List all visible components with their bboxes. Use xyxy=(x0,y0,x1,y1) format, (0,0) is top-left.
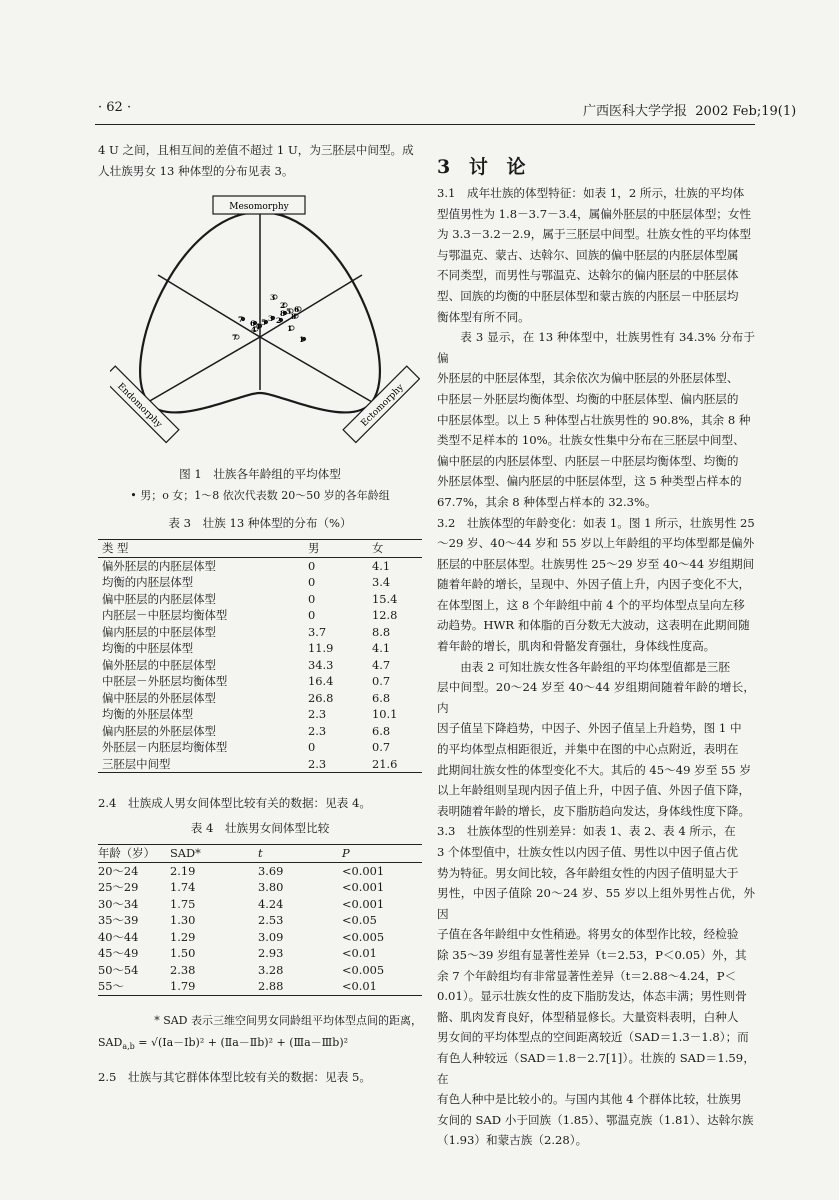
text-line: 3 个体型值中，壮族女性以内因子值、男性以中因子值占优 xyxy=(437,845,738,859)
table-row xyxy=(98,862,422,879)
table-row xyxy=(98,673,422,690)
text-line: 衡体型有所不同。 xyxy=(437,309,530,324)
table4-body xyxy=(98,862,422,995)
text-line: 3.1 成年壮族的体型特征：如表 1，2 所示，壮族的平均体 xyxy=(437,186,745,200)
female-point-label: 4 xyxy=(251,325,257,334)
label-ectomorphy: Ectomorphy xyxy=(359,382,406,429)
paragraph-3-3 xyxy=(437,821,755,1151)
cell-female: 15.4 xyxy=(372,591,398,606)
female-point-label: 6 xyxy=(294,305,300,314)
cell-male: 0 xyxy=(308,575,316,590)
table3-body xyxy=(98,557,422,773)
cell-male: 0 xyxy=(308,558,316,573)
axis-ectomorphy xyxy=(260,337,372,402)
sad-formula xyxy=(98,1034,422,1051)
cell-t: 2.93 xyxy=(258,946,284,961)
left-intro xyxy=(98,140,422,181)
cell-type: 偏内胚层的外胚层体型 xyxy=(102,723,216,738)
journal-issue: 2002 Feb;19(1) xyxy=(695,104,797,119)
cell-type: 中胚层－外胚层均衡体型 xyxy=(102,674,228,689)
text-line: 因子值呈下降趋势，中因子、外因子值呈上升趋势，图 1 中 xyxy=(437,721,742,736)
cell-type: 偏中胚层的外胚层体型 xyxy=(102,690,216,705)
cell-p: <0.001 xyxy=(342,880,385,895)
text-line: 有色人种中是比较小的。与国内其他 4 个群体比较，壮族男 xyxy=(437,1092,742,1107)
table-row xyxy=(98,690,422,707)
intro-line: 4 U 之间，且相互间的差值不超过 1 U，为三胚层中间型。成 xyxy=(98,143,414,157)
male-point-label: 2 xyxy=(276,316,282,325)
male-point-label: 3 xyxy=(268,314,274,323)
text-line: 势为特征。男女间比较，各年龄组女性的内因子值明显大于 xyxy=(437,865,739,880)
cell-sad: 1.29 xyxy=(170,929,196,944)
cell-sad: 1.50 xyxy=(170,946,196,961)
table3 xyxy=(98,539,422,773)
text-line: 67.7%，其余 8 种体型占样本的 32.3%。 xyxy=(437,494,657,509)
cell-sad: 2.19 xyxy=(170,863,196,878)
right-column-text xyxy=(437,183,755,1151)
text-line: 着年龄的增长，肌肉和骨骼发育强壮，身体线性度高。 xyxy=(437,639,716,654)
table4 xyxy=(98,844,422,996)
text-line: 0.01）。显示壮族女性的皮下脂肪发达，体态丰满；男性则骨 xyxy=(437,989,747,1004)
cell-p: <0.01 xyxy=(342,946,377,961)
cell-type: 均衡的外胚层体型 xyxy=(102,707,194,722)
male-point-label: 1 xyxy=(299,335,305,344)
cell-female: 3.4 xyxy=(372,575,391,590)
table3-header-male: 男 xyxy=(308,541,320,556)
paragraph-table3-discussion xyxy=(437,327,755,512)
cell-male: 26.8 xyxy=(308,690,334,705)
text-line: 以上年龄组则呈现内因子值上升，中因子值、外因子值下降， xyxy=(437,783,751,798)
table-row xyxy=(98,945,422,962)
table4-note: * SAD 表示三维空间男女同龄组平均体型点间的距离， xyxy=(154,1014,422,1027)
female-point-label: 3 xyxy=(270,293,276,302)
cell-age: 40～44 xyxy=(98,929,139,944)
cell-t: 2.53 xyxy=(258,913,284,928)
cell-female: 4.7 xyxy=(372,657,391,672)
intro-line: 人壮族男女 13 种体型的分布见表 3。 xyxy=(98,163,294,178)
text-line: 男女间的平均体型点的空间距离较近（SAD＝1.3－1.8）；而 xyxy=(437,1030,749,1045)
table-row xyxy=(98,574,422,591)
header-rule xyxy=(95,124,755,125)
cell-type: 均衡的内胚层体型 xyxy=(102,575,194,590)
text-line: 与鄂温克、蒙古、达斡尔、回族的偏中胚层的内胚层体型属 xyxy=(437,247,739,262)
text-line: 外胚层的中胚层体型，其余依次为偏中胚层的外胚层体型、 xyxy=(437,371,739,386)
text-line: 不同类型，而男性与鄂温克、达斡尔的偏内胚层的中胚层体 xyxy=(437,268,739,283)
cell-male: 0 xyxy=(308,740,316,755)
text-line: 型、回族的均衡的中胚层体型和蒙古族的内胚层－中胚层均 xyxy=(437,288,739,303)
cell-age: 50～54 xyxy=(98,962,139,977)
cell-p: <0.001 xyxy=(342,896,385,911)
section-2-4: 2.4 壮族成人男女间体型比较有关的数据：见表 4。 xyxy=(98,796,371,810)
table4-header-t: t xyxy=(258,846,263,861)
text-line: 表明随着年龄的增长，皮下脂肪趋向发达，身体线性度下降。 xyxy=(437,803,751,818)
cell-sad: 1.30 xyxy=(170,913,196,928)
text-line: 的平均体型点相距很近，并集中在图的中心点附近，表明在 xyxy=(437,742,739,757)
table-row xyxy=(98,756,422,773)
cell-male: 11.9 xyxy=(308,641,334,656)
cell-p: <0.001 xyxy=(342,863,385,878)
cell-female: 6.8 xyxy=(372,690,391,705)
cell-male: 0 xyxy=(308,608,316,623)
cell-t: 3.69 xyxy=(258,863,284,878)
formula-sub: a,b xyxy=(122,1042,135,1052)
text-line: 胚层的中胚层体型。壮族男性 25～29 岁至 40～44 岁组期间 xyxy=(437,556,755,571)
female-point-label: 7 xyxy=(232,333,238,342)
cell-t: 4.24 xyxy=(258,896,284,911)
cell-age: 25～29 xyxy=(98,880,139,895)
table4-caption: 表 4 壮族男女间体型比较 xyxy=(190,821,330,835)
axis-left-upper xyxy=(158,275,260,337)
text-line: 型值男性为 1.8－3.7－3.4，属偏外胚层的中胚层体型；女性 xyxy=(437,206,752,221)
axis-right-upper xyxy=(260,275,362,337)
table-row xyxy=(98,978,422,995)
table-row xyxy=(98,591,422,608)
text-line: 外胚层体型、偏内胚层的中胚层体型，这 5 种类型占样本的 xyxy=(437,474,742,489)
page-number: · 62 · xyxy=(98,100,132,115)
text-line: （1.93）和蒙古族（2.28）。 xyxy=(437,1133,588,1148)
text-line: 表 3 显示，在 13 种体型中，壮族男性有 34.3% 分布于偏 xyxy=(437,330,755,365)
figure1-caption: 图 1 壮族各年龄组的平均体型 xyxy=(179,467,341,481)
male-point-label: 4 xyxy=(255,322,261,331)
cell-age: 30～34 xyxy=(98,896,139,911)
text-line: 3.3 壮族体型的性别差异：如表 1、表 2、表 4 所示，在 xyxy=(437,824,736,839)
cell-female: 4.1 xyxy=(372,558,391,573)
table3-header-female: 女 xyxy=(372,541,384,556)
table4-header-age: 年龄（岁） xyxy=(98,846,155,861)
female-point-label: 1 xyxy=(287,324,293,333)
cell-male: 34.3 xyxy=(308,657,334,672)
cell-type: 外胚层－内胚层均衡体型 xyxy=(102,740,228,755)
cell-male: 2.3 xyxy=(308,723,327,738)
cell-t: 3.09 xyxy=(258,929,284,944)
text-line: 3.2 壮族体型的年龄变化：如表 1。图 1 所示，壮族男性 25 xyxy=(437,515,755,530)
journal-name: 广西医科大学学报 xyxy=(583,104,688,119)
cell-t: 3.80 xyxy=(258,880,284,895)
cell-p: <0.05 xyxy=(342,913,377,928)
cell-type: 内胚层－中胚层均衡体型 xyxy=(102,608,228,623)
text-line: 中胚层体型。以上 5 种体型占壮族男性的 90.8%，其余 8 种 xyxy=(437,412,751,427)
cell-type: 三胚层中间型 xyxy=(102,756,171,771)
cell-p: <0.005 xyxy=(342,962,385,977)
male-point-label: 5 xyxy=(261,318,267,327)
cell-sad: 2.38 xyxy=(170,962,196,977)
text-line: 层中间型。20～24 岁至 40～44 岁组期间随着年龄的增长，内 xyxy=(437,680,755,715)
cell-female: 4.1 xyxy=(372,641,391,656)
age-group-points xyxy=(232,293,306,344)
male-point-label: 7 xyxy=(238,315,244,324)
table-row xyxy=(98,624,422,641)
cell-female: 0.7 xyxy=(372,740,391,755)
table4-header-sad: SAD* xyxy=(170,846,201,861)
female-point-label: 5 xyxy=(286,307,292,316)
cell-female: 10.1 xyxy=(372,707,398,722)
text-line: 男性，中因子值除 20～24 岁、55 岁以上组外男性占优，外因 xyxy=(437,886,755,921)
cell-type: 偏外胚层的中胚层体型 xyxy=(102,657,216,672)
table-row xyxy=(98,657,422,674)
male-point-label: 6 xyxy=(250,319,256,328)
text-line: 女间的 SAD 小于回族（1.85）、鄂温克族（1.81）、达斡尔族 xyxy=(437,1112,754,1127)
cell-type: 均衡的中胚层体型 xyxy=(102,641,194,656)
text-line: 类型不足样本的 10%。壮族女性集中分布在三胚层中间型、 xyxy=(437,433,745,448)
text-line: 随着年龄的增长，呈现中、外因子值上升，内因子变化不大， xyxy=(437,577,751,592)
cell-female: 6.8 xyxy=(372,723,391,738)
table3-caption: 表 3 壮族 13 种体型的分布（%） xyxy=(168,516,352,530)
text-line: ～29 岁、40～44 岁和 55 岁以上年龄组的平均体型都是偏外 xyxy=(437,536,755,551)
paragraph-3-1 xyxy=(437,183,755,327)
cell-male: 2.3 xyxy=(308,707,327,722)
text-line: 在体型图上，这 8 个年龄组中前 4 个的平均体型点呈向左移 xyxy=(437,597,745,612)
axis-endomorphy xyxy=(148,337,260,402)
text-line: 除 35～39 岁组有显著性差异（t＝2.53，P＜0.05）外，其 xyxy=(437,947,747,962)
text-line: 有色人种较远（SAD＝1.8－2.7[1]）。壮族的 SAD＝1.59，在 xyxy=(437,1050,755,1086)
text-line: 此期间壮族女性的体型变化不大。其后的 45～49 岁至 55 岁 xyxy=(437,762,752,777)
cell-female: 12.8 xyxy=(372,608,398,623)
discussion-heading xyxy=(437,152,531,179)
label-endomorphy: Endomorphy xyxy=(115,381,164,430)
table-row xyxy=(98,929,422,946)
cell-age: 55～ xyxy=(98,979,124,994)
table-row xyxy=(98,962,422,979)
cell-male: 2.3 xyxy=(308,756,327,771)
female-point-label: 8 xyxy=(291,312,297,321)
cell-p: <0.01 xyxy=(342,979,377,994)
somatochart-figure xyxy=(110,190,420,460)
table-row xyxy=(98,723,422,740)
text-line: 偏中胚层的内胚层体型、内胚层－中胚层均衡体型、均衡的 xyxy=(437,453,739,468)
text-line: 余 7 个年龄组均有非常显著性差异（t＝2.88～4.24，P＜ xyxy=(437,968,737,983)
cell-t: 3.28 xyxy=(258,962,284,977)
female-point-label: 2 xyxy=(280,301,286,310)
text-line: 中胚层－外胚层均衡体型、均衡的中胚层体型、偏内胚层的 xyxy=(437,391,739,406)
cell-type: 偏外胚层的内胚层体型 xyxy=(102,558,216,573)
cell-type: 偏中胚层的内胚层体型 xyxy=(102,591,216,606)
cell-type: 偏内胚层的中胚层体型 xyxy=(102,624,216,639)
table-row xyxy=(98,896,422,913)
table-row xyxy=(98,912,422,929)
male-point-label: 8 xyxy=(280,309,286,318)
table-row xyxy=(98,706,422,723)
table-row xyxy=(98,739,422,756)
text-line: 子值在各年龄组中女性稍逊。将男女的体型作比较，经检验 xyxy=(437,927,739,942)
cell-sad: 1.74 xyxy=(170,880,196,895)
figure1-legend: • 男；o 女；1～8 依次代表数 20～50 岁的各年龄组 xyxy=(130,489,390,502)
cell-age: 45～49 xyxy=(98,946,139,961)
cell-p: <0.005 xyxy=(342,929,385,944)
table-row xyxy=(98,557,422,574)
label-mesomorphy: Mesomorphy xyxy=(229,202,289,212)
cell-sad: 1.79 xyxy=(170,979,196,994)
journal-header xyxy=(583,100,796,119)
table4-header-p: P xyxy=(342,846,350,861)
paragraph-3-2 xyxy=(437,513,755,657)
cell-t: 2.88 xyxy=(258,979,284,994)
text-line: 动趋势。HWR 和体脂的百分数无大波动，这表明在此期间随 xyxy=(437,618,750,633)
text-line: 由表 2 可知壮族女性各年龄组的平均体型值都是三胚 xyxy=(460,659,730,674)
paragraph-female-age xyxy=(437,657,755,822)
cell-sad: 1.75 xyxy=(170,896,196,911)
cell-male: 3.7 xyxy=(308,624,327,639)
table-row xyxy=(98,640,422,657)
cell-female: 8.8 xyxy=(372,624,391,639)
cell-age: 35～39 xyxy=(98,913,139,928)
formula-rhs: = √(Ⅰa－Ⅰb)² + (Ⅱa－Ⅱb)² + (Ⅲa－Ⅲb)² xyxy=(134,1036,349,1049)
cell-male: 0 xyxy=(308,591,316,606)
formula-lhs: SAD xyxy=(98,1036,123,1049)
cell-male: 16.4 xyxy=(308,674,334,689)
cell-age: 20～24 xyxy=(98,863,139,878)
table3-header-type: 类 型 xyxy=(102,541,129,556)
table-row xyxy=(98,879,422,896)
heading-text: 3 讨 论 xyxy=(437,156,532,178)
text-line: 骼、肌肉发育良好，体型稍显修长。大量资料表明，白种人 xyxy=(437,1009,739,1024)
table-row xyxy=(98,607,422,624)
cell-female: 21.6 xyxy=(372,756,398,771)
text-line: 为 3.3－3.2－2.9，属于三胚层中间型。壮族女性的平均体型 xyxy=(437,227,752,242)
cell-female: 0.7 xyxy=(372,674,391,689)
section-2-5: 2.5 壮族与其它群体体型比较有关的数据：见表 5。 xyxy=(98,1070,371,1084)
